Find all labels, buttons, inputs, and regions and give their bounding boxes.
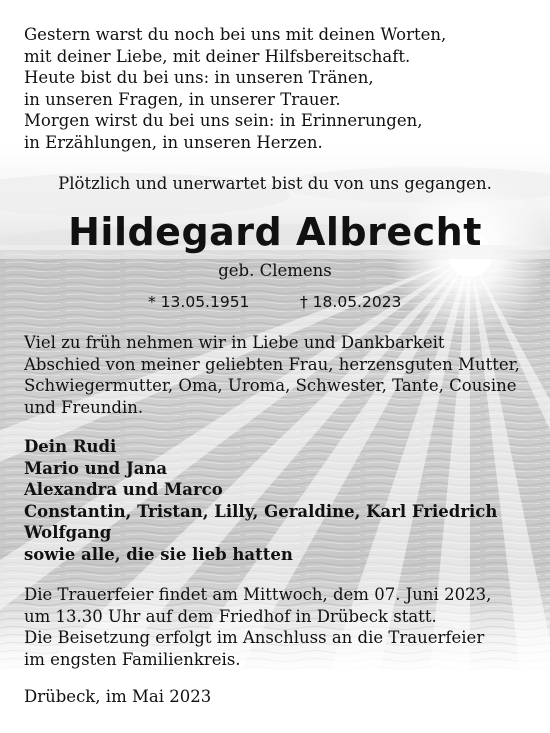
maiden-name: geb. Clemens <box>218 261 332 280</box>
family-line: Dein Rudi <box>24 437 117 456</box>
poem-line: Morgen wirst du bei uns sein: in Erinnerungen, <box>24 111 423 130</box>
funeral-info <box>24 584 491 670</box>
message-line: Abschied von meiner geliebten Frau, herzensguten Mutter, <box>24 354 520 374</box>
funeral-line: im engsten Familienkreis. <box>24 649 241 669</box>
family-line: Mario und Jana <box>24 458 168 478</box>
poem-line: in unseren Fragen, in unserer Trauer. <box>24 89 341 109</box>
family-signatures <box>24 436 497 565</box>
place-date: Drübeck, im Mai 2023 <box>24 687 212 706</box>
poem-line: mit deiner Liebe, mit deiner Hilfsbereitschaft. <box>24 46 411 66</box>
poem-line: in Erzählungen, in unseren Herzen. <box>24 132 323 152</box>
family-line: Wolfgang <box>24 523 112 542</box>
funeral-line: Die Beisetzung erfolgt im Anschluss an die Trauerfeier <box>24 628 485 647</box>
message-line: und Freundin. <box>24 397 144 417</box>
death-date: † 18.05.2023 <box>300 293 402 311</box>
birth-date: * 13.05.1951 <box>148 293 250 311</box>
family-line: Alexandra und Marco <box>24 480 223 499</box>
deceased-name: Hildegard Albrecht <box>68 210 482 254</box>
message-line: Schwiegermutter, Oma, Uroma, Schwester, Tante, Cousine <box>24 376 517 395</box>
poem <box>24 24 446 153</box>
funeral-line: Die Trauerfeier findet am Mittwoch, dem 07. Juni 2023, <box>24 585 492 604</box>
intro-text: Plötzlich und unerwartet bist du von uns gegangen. <box>58 174 492 193</box>
funeral-line: um 13.30 Uhr auf dem Friedhof in Drübeck statt. <box>24 606 437 626</box>
poem-line: Heute bist du bei uns: in unseren Tränen, <box>24 68 374 87</box>
poem-line: Gestern warst du noch bei uns mit deinen Worten, <box>24 25 447 44</box>
family-line: sowie alle, die sie lieb hatten <box>24 544 293 564</box>
family-line: Constantin, Tristan, Lilly, Geraldine, Karl Friedrich <box>24 501 498 521</box>
farewell-message <box>24 332 520 418</box>
message-line: Viel zu früh nehmen wir in Liebe und Dankbarkeit <box>24 333 445 352</box>
